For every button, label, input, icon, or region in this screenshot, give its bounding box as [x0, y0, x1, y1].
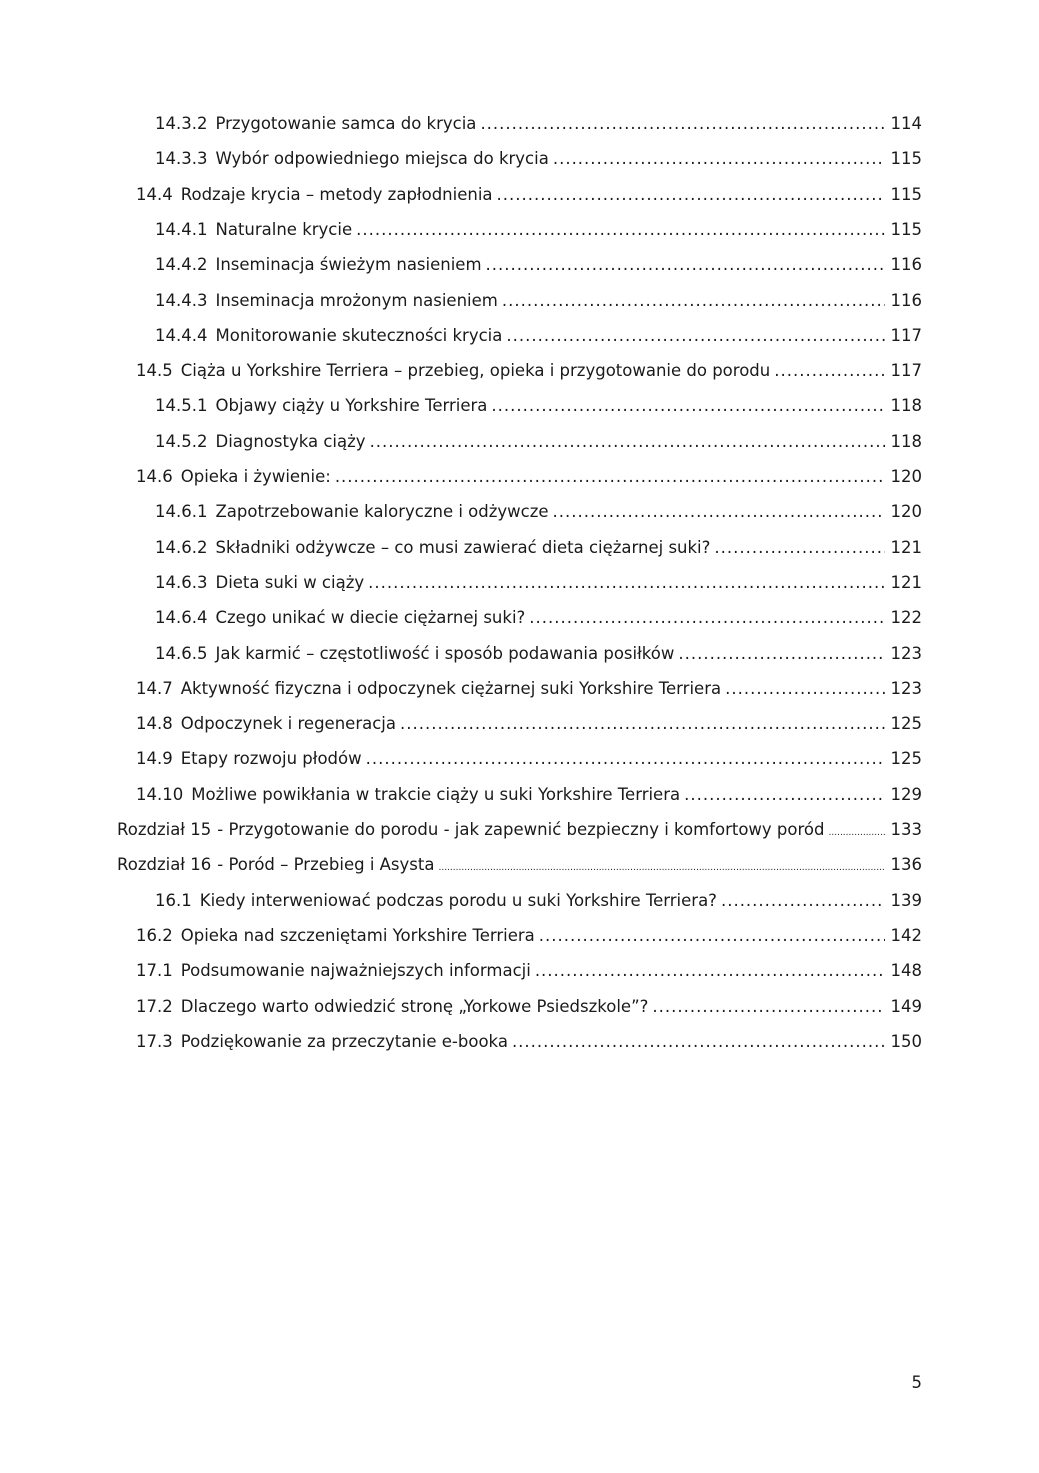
toc-dot-leader [535, 954, 885, 988]
toc-entry-number: 14.4.3 [155, 290, 208, 310]
toc-entry-number: 14.6.5 [155, 643, 208, 663]
toc-dot-leader [366, 742, 885, 776]
toc-entry-page: 118 [890, 431, 922, 451]
toc-entry-title: Podziękowanie za przeczytanie e-booka [180, 1031, 508, 1051]
toc-dot-leader [684, 778, 884, 812]
toc-entry-title: Wybór odpowiedniego miejsca do krycia [215, 149, 549, 169]
toc-entry-page: 148 [890, 961, 922, 981]
toc-entry[interactable] [117, 813, 922, 847]
toc-entry-page: 150 [890, 1031, 922, 1051]
toc-entry-number: 14.5.1 [155, 396, 208, 416]
toc-entry[interactable] [155, 531, 922, 565]
toc-entry[interactable] [155, 213, 922, 247]
toc-dot-leader [829, 816, 885, 850]
toc-entry-title: Monitorowanie skuteczności krycia [215, 325, 503, 345]
toc-entry-number: 14.3.2 [155, 114, 208, 133]
toc-entry-page: 123 [890, 678, 922, 698]
toc-entry-title: Objawy ciąży u Yorkshire Terriera [215, 396, 488, 416]
toc-entry-page: 122 [890, 608, 922, 628]
toc-dot-leader [370, 425, 885, 459]
toc-entry[interactable] [136, 354, 922, 388]
toc-entry-title: Naturalne krycie [215, 219, 353, 239]
toc-entry[interactable] [155, 142, 922, 176]
toc-entry-page: 117 [890, 325, 922, 345]
toc-entry[interactable] [155, 495, 922, 529]
toc-entry-title: Dlaczego warto odwiedzić stronę „Yorkowe Psiedszkole”? [180, 996, 649, 1016]
toc-entry-page: 121 [890, 537, 922, 557]
toc-dot-leader [553, 495, 885, 529]
toc-entry-page: 125 [890, 714, 922, 734]
toc-entry-number: 14.4.1 [155, 219, 208, 239]
toc-entry-number: 14.3.3 [155, 149, 208, 169]
toc-entry-title: Aktywność fizyczna i odpoczynek ciężarnej suki Yorkshire Terriera [180, 678, 722, 698]
toc-entry-number: 17.3 [136, 1031, 173, 1051]
toc-entry-page: 123 [890, 643, 922, 663]
toc-entry-page: 133 [890, 820, 922, 839]
toc-dot-leader [335, 460, 885, 494]
toc-entry-page: 136 [890, 855, 922, 875]
toc-entry-title: Składniki odżywcze – co musi zawierać dieta ciężarnej suki? [215, 537, 711, 557]
toc-dot-leader [506, 319, 884, 353]
toc-dot-leader [502, 284, 885, 318]
toc-entry-title: Opieka nad szczeniętami Yorkshire Terriera [180, 925, 535, 945]
toc-entry[interactable] [155, 566, 922, 600]
toc-entry-number: 16.2 [136, 925, 173, 945]
toc-entry-page: 115 [890, 149, 922, 169]
toc-dot-leader [774, 354, 884, 388]
toc-entry-number: 14.5.2 [155, 431, 208, 451]
toc-entry-page: 149 [890, 996, 922, 1016]
toc-entry-page: 121 [890, 572, 922, 592]
toc-entry-title: Dieta suki w ciąży [215, 572, 365, 592]
toc-dot-leader [400, 707, 885, 741]
toc-entry-number: 14.4.4 [155, 325, 208, 345]
toc-entry-number: 14.6 [136, 467, 173, 486]
toc-dot-leader [368, 566, 884, 600]
toc-entry-title: Etapy rozwoju płodów [180, 749, 362, 769]
toc-entry[interactable] [136, 672, 922, 706]
toc-entry[interactable] [155, 425, 922, 459]
toc-dot-leader [480, 107, 884, 141]
toc-dot-leader [721, 884, 885, 918]
toc-entry-title: Czego unikać w diecie ciężarnej suki? [215, 608, 526, 628]
toc-entry-page: 139 [890, 890, 922, 910]
toc-entry-page: 142 [890, 925, 922, 945]
toc-entry[interactable] [136, 919, 922, 953]
toc-entry[interactable] [136, 990, 922, 1024]
toc-entry-number: 14.10 [136, 784, 184, 804]
toc-entry-number: 14.6.2 [155, 537, 208, 557]
toc-dot-leader [497, 178, 885, 212]
toc-entry-title: Inseminacja świeżym nasieniem [215, 255, 482, 275]
toc-entry-page: 120 [890, 502, 922, 522]
toc-entry-number: 14.7 [136, 678, 173, 698]
toc-entry-title: Diagnostyka ciąży [215, 431, 366, 451]
toc-entry-page: 116 [890, 290, 922, 310]
toc-entry-number: 17.2 [136, 996, 173, 1016]
toc-dot-leader [529, 601, 884, 635]
toc-dot-leader [652, 990, 884, 1024]
toc-dot-leader [486, 248, 885, 282]
toc-entry-title: Zapotrzebowanie kaloryczne i odżywcze [215, 502, 549, 522]
toc-entry-number: 14.6.1 [155, 502, 208, 522]
toc-entry-title: - Przygotowanie do porodu - jak zapewnić bezpieczny i komfortowy poród [217, 820, 825, 839]
toc-entry[interactable] [155, 601, 922, 635]
toc-dot-leader [512, 1025, 885, 1059]
toc-entry[interactable] [155, 884, 922, 918]
toc-entry-title: Możliwe powikłania w trakcie ciąży u suki Yorkshire Terriera [191, 784, 681, 804]
toc-entry-title: Rodzaje krycia – metody zapłodnienia [180, 184, 493, 204]
toc-entry-title: Opieka i żywienie: [180, 467, 331, 486]
toc-entry-number: 16.1 [155, 890, 192, 910]
toc-entry[interactable] [136, 778, 922, 812]
toc-entry-page: 118 [890, 396, 922, 416]
toc-entry-title: Inseminacja mrożonym nasieniem [215, 290, 498, 310]
toc-entry-page: 125 [890, 749, 922, 769]
toc-entry-title: Podsumowanie najważniejszych informacji [180, 961, 531, 981]
toc-entry[interactable] [136, 742, 922, 776]
toc-entry[interactable] [136, 954, 922, 988]
toc-entry-number: 14.9 [136, 749, 173, 769]
toc-entry-title: Ciąża u Yorkshire Terriera – przebieg, opieka i przygotowanie do porodu [180, 361, 771, 381]
toc-entry[interactable] [136, 707, 922, 741]
toc-entry-number: 17.1 [136, 961, 173, 981]
toc-entry-number: 14.4.2 [155, 255, 208, 275]
toc-entry[interactable] [155, 107, 922, 141]
toc-dot-leader [539, 919, 885, 953]
toc-entry-page: 116 [890, 255, 922, 275]
toc-entry[interactable] [136, 178, 922, 212]
toc-entry-page: 117 [890, 361, 922, 381]
toc-entry-number: Rozdział 15 [117, 820, 212, 839]
toc-entry-number: 14.6.4 [155, 608, 208, 628]
toc-dot-leader [491, 389, 884, 423]
toc-entry[interactable] [136, 1025, 922, 1059]
toc-entry-title: - Poród – Przebieg i Asysta [217, 855, 435, 875]
toc-entry[interactable] [155, 319, 922, 353]
toc-entry-number: 14.8 [136, 714, 173, 734]
toc-entry[interactable] [155, 637, 922, 671]
toc-entry-page: 120 [890, 467, 922, 486]
toc-entry[interactable] [136, 460, 922, 494]
toc-entry-title: Odpoczynek i regeneracja [180, 714, 396, 734]
toc-dot-leader [356, 213, 884, 247]
toc-entry-title: Przygotowanie samca do krycia [215, 114, 477, 133]
toc-entry-title: Kiedy interweniować podczas porodu u suki Yorkshire Terriera? [199, 890, 717, 910]
toc-dot-leader [714, 531, 884, 565]
toc-dot-leader [438, 851, 884, 885]
toc-entry[interactable] [155, 389, 922, 423]
toc-entry-number: Rozdział 16 [117, 855, 212, 875]
toc-dot-leader [725, 672, 884, 706]
toc-entry[interactable] [117, 848, 922, 882]
toc-dot-leader [678, 637, 884, 671]
toc-entry-page: 114 [890, 114, 922, 133]
page-number: 5 [911, 1373, 922, 1392]
toc-entry-page: 129 [890, 784, 922, 804]
toc-entry-page: 115 [890, 219, 922, 239]
toc-entry-number: 14.5 [136, 361, 173, 381]
toc-entry[interactable] [155, 248, 922, 282]
toc-entry-title: Jak karmić – częstotliwość i sposób podawania posiłków [215, 643, 675, 663]
toc-dot-leader [553, 142, 885, 176]
toc-entry-number: 14.6.3 [155, 572, 208, 592]
toc-entry[interactable] [155, 284, 922, 318]
toc-entry-number: 14.4 [136, 184, 173, 204]
toc-entry-page: 115 [890, 184, 922, 204]
